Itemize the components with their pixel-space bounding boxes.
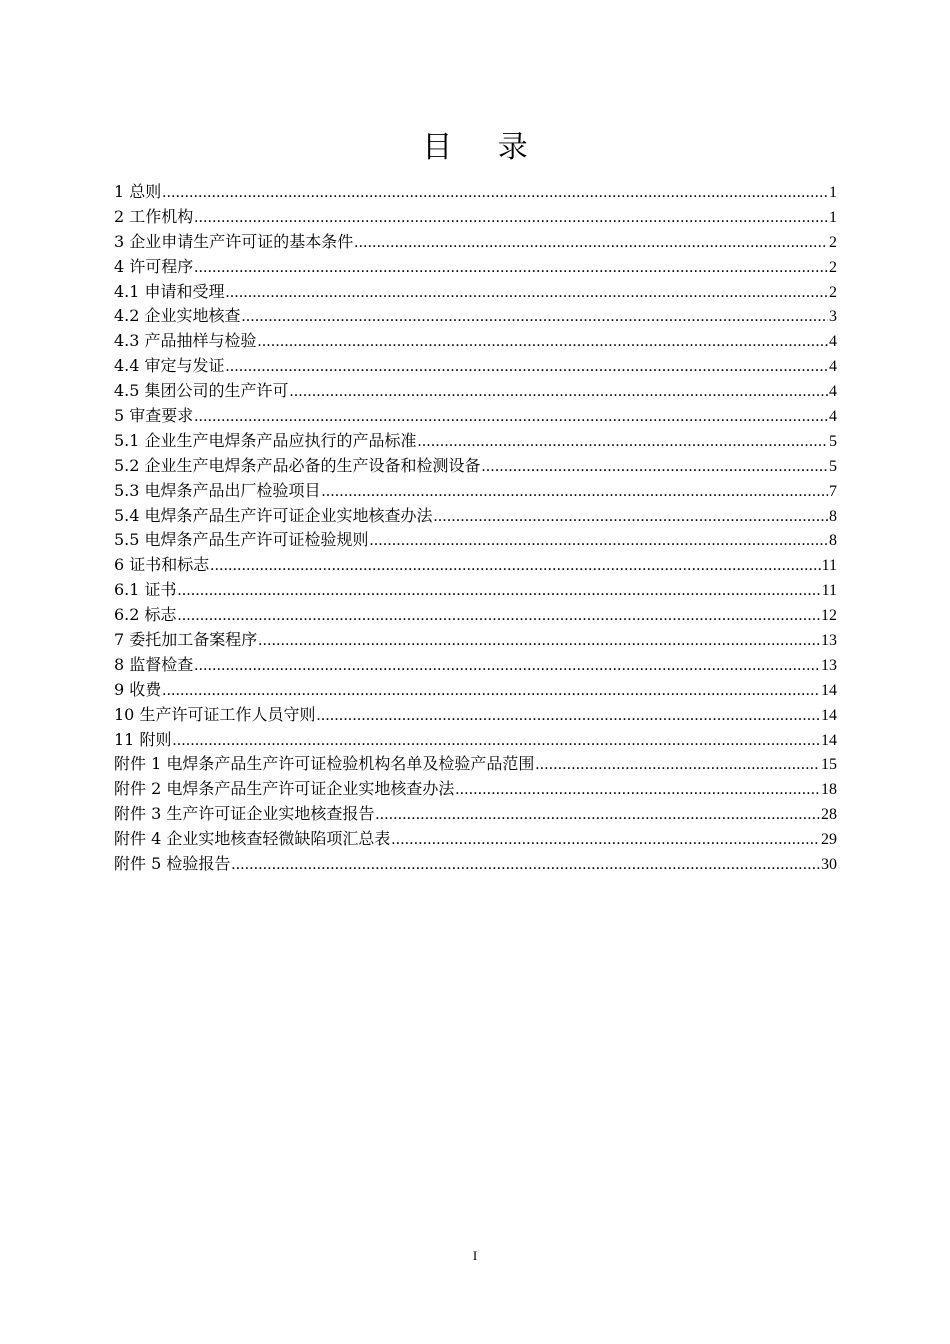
toc-entry[interactable] bbox=[114, 578, 837, 603]
toc-entry[interactable] bbox=[114, 280, 837, 305]
toc-entry-label: 4 许可程序 bbox=[114, 256, 194, 276]
toc-entry[interactable] bbox=[114, 852, 837, 877]
toc-leader-dots bbox=[434, 505, 828, 530]
toc-entry-label: 11 附则 bbox=[114, 729, 172, 749]
toc-entry-page: 2 bbox=[829, 233, 837, 251]
toc-leader-dots bbox=[258, 330, 828, 355]
toc-leader-dots bbox=[178, 579, 821, 604]
toc-entry-page: 12 bbox=[821, 607, 837, 625]
toc-leader-dots bbox=[194, 405, 828, 430]
toc-entry-page: 18 bbox=[821, 781, 837, 799]
toc-leader-dots bbox=[210, 554, 820, 579]
toc-leader-dots bbox=[391, 828, 820, 853]
toc-leader-dots bbox=[162, 679, 820, 704]
toc-entry-label: 7 委托加工备案程序 bbox=[114, 630, 258, 650]
toc-entry-label: 6.2 标志 bbox=[114, 605, 177, 625]
toc-entry-label: 附件 4 企业实地核查轻微缺陷项汇总表 bbox=[114, 829, 391, 849]
toc-entry[interactable] bbox=[114, 180, 837, 205]
toc-entry-page: 13 bbox=[821, 656, 837, 674]
toc-entry-label: 6.1 证书 bbox=[114, 580, 177, 600]
toc-entry-label: 4.1 申请和受理 bbox=[114, 281, 225, 301]
toc-entry[interactable] bbox=[114, 379, 837, 404]
toc-entry[interactable] bbox=[114, 777, 837, 802]
toc-entry-page: 4 bbox=[829, 333, 837, 351]
toc-entry-page: 8 bbox=[829, 507, 837, 525]
toc-entry[interactable] bbox=[114, 827, 837, 852]
toc-entry[interactable] bbox=[114, 703, 837, 728]
toc-entry[interactable] bbox=[114, 528, 837, 553]
toc-entry-page: 3 bbox=[829, 308, 837, 326]
toc-leader-dots bbox=[375, 803, 820, 828]
toc-leader-dots bbox=[322, 480, 828, 505]
toc-entry-page: 2 bbox=[829, 258, 837, 276]
toc-leader-dots bbox=[354, 231, 828, 256]
toc-entry[interactable] bbox=[114, 205, 837, 230]
toc-entry-label: 4.2 企业实地核查 bbox=[114, 306, 241, 326]
toc-leader-dots bbox=[242, 305, 828, 330]
toc-entry-label: 9 收费 bbox=[114, 679, 162, 699]
toc-entry-page: 30 bbox=[821, 856, 837, 874]
toc-entry[interactable] bbox=[114, 454, 837, 479]
toc-leader-dots bbox=[316, 704, 820, 729]
toc-entry[interactable] bbox=[114, 504, 837, 529]
toc-entry-page: 11 bbox=[821, 582, 837, 600]
toc-leader-dots bbox=[226, 281, 828, 306]
toc-entry-page: 1 bbox=[829, 208, 837, 226]
toc-leader-dots bbox=[162, 181, 828, 206]
toc-leader-dots bbox=[535, 753, 820, 778]
toc-entry[interactable] bbox=[114, 354, 837, 379]
toc-entry-label: 5.2 企业生产电焊条产品必备的生产设备和检测设备 bbox=[114, 455, 481, 475]
toc-entry-label: 附件 1 电焊条产品生产许可证检验机构名单及检验产品范围 bbox=[114, 754, 535, 774]
toc-entry-page: 29 bbox=[821, 831, 837, 849]
toc-entry[interactable] bbox=[114, 553, 837, 578]
toc-entry[interactable] bbox=[114, 752, 837, 777]
toc-leader-dots bbox=[231, 853, 820, 878]
toc-leader-dots bbox=[194, 206, 828, 231]
toc-entry-label: 3 企业申请生产许可证的基本条件 bbox=[114, 231, 354, 251]
toc-entry-page: 1 bbox=[829, 184, 837, 201]
toc-entry-label: 5.4 电焊条产品生产许可证企业实地核查办法 bbox=[114, 505, 433, 525]
toc-leader-dots bbox=[290, 380, 828, 405]
toc-entry-page: 11 bbox=[821, 557, 837, 575]
toc-leader-dots bbox=[226, 355, 828, 380]
table-of-contents bbox=[114, 180, 837, 877]
toc-entry[interactable] bbox=[114, 728, 837, 753]
toc-entry-label: 5.5 电焊条产品生产许可证检验规则 bbox=[114, 530, 369, 550]
toc-leader-dots bbox=[194, 654, 820, 679]
toc-entry-label: 4.5 集团公司的生产许可 bbox=[114, 381, 289, 401]
toc-entry[interactable] bbox=[114, 230, 837, 255]
toc-entry-label: 5.1 企业生产电焊条产品应执行的产品标准 bbox=[114, 430, 417, 450]
toc-entry[interactable] bbox=[114, 802, 837, 827]
page-number: I bbox=[472, 1248, 478, 1263]
toc-entry-page: 14 bbox=[821, 681, 837, 699]
toc-entry[interactable] bbox=[114, 479, 837, 504]
toc-entry-page: 2 bbox=[829, 283, 837, 301]
toc-entry[interactable] bbox=[114, 255, 837, 280]
toc-entry[interactable] bbox=[114, 429, 837, 454]
toc-leader-dots bbox=[194, 256, 828, 281]
toc-entry-label: 2 工作机构 bbox=[114, 206, 194, 226]
toc-entry[interactable] bbox=[114, 329, 837, 354]
toc-leader-dots bbox=[482, 455, 828, 480]
toc-leader-dots bbox=[370, 529, 828, 554]
toc-entry-page: 15 bbox=[821, 756, 837, 774]
toc-leader-dots bbox=[258, 629, 820, 654]
toc-entry-label: 附件 2 电焊条产品生产许可证企业实地核查办法 bbox=[114, 779, 455, 799]
toc-entry-page: 14 bbox=[821, 706, 837, 724]
toc-entry-page: 28 bbox=[821, 806, 837, 824]
toc-entry-page: 5 bbox=[829, 457, 837, 475]
toc-entry-page: 13 bbox=[821, 632, 837, 650]
toc-entry-label: 5.3 电焊条产品出厂检验项目 bbox=[114, 480, 321, 500]
toc-entry-page: 14 bbox=[821, 731, 837, 749]
toc-entry[interactable] bbox=[114, 678, 837, 703]
toc-leader-dots bbox=[418, 430, 828, 455]
toc-entry-label: 6 证书和标志 bbox=[114, 555, 210, 575]
toc-entry-page: 5 bbox=[829, 432, 837, 450]
toc-entry-label: 1 总则 bbox=[114, 182, 162, 201]
toc-leader-dots bbox=[178, 604, 820, 629]
toc-entry[interactable] bbox=[114, 404, 837, 429]
toc-entry-label: 附件 5 检验报告 bbox=[114, 854, 231, 874]
toc-entry-page: 4 bbox=[829, 383, 837, 401]
toc-entry[interactable] bbox=[114, 628, 837, 653]
toc-entry-page: 4 bbox=[829, 408, 837, 426]
toc-entry-label: 附件 3 生产许可证企业实地核查报告 bbox=[114, 804, 375, 824]
toc-entry-page: 7 bbox=[829, 482, 837, 500]
toc-entry-label: 8 监督检查 bbox=[114, 654, 194, 674]
toc-leader-dots bbox=[172, 729, 820, 754]
toc-entry-page: 4 bbox=[829, 358, 837, 376]
toc-entry[interactable] bbox=[114, 653, 837, 678]
toc-leader-dots bbox=[455, 778, 820, 803]
toc-entry[interactable] bbox=[114, 304, 837, 329]
toc-entry-page: 8 bbox=[829, 532, 837, 550]
toc-entry[interactable] bbox=[114, 603, 837, 628]
toc-entry-label: 5 审查要求 bbox=[114, 406, 194, 426]
toc-entry-label: 10 生产许可证工作人员守则 bbox=[114, 704, 316, 724]
page-title: 目 录 bbox=[422, 130, 546, 165]
toc-entry-label: 4.4 审定与发证 bbox=[114, 356, 225, 376]
toc-entry-label: 4.3 产品抽样与检验 bbox=[114, 331, 257, 351]
